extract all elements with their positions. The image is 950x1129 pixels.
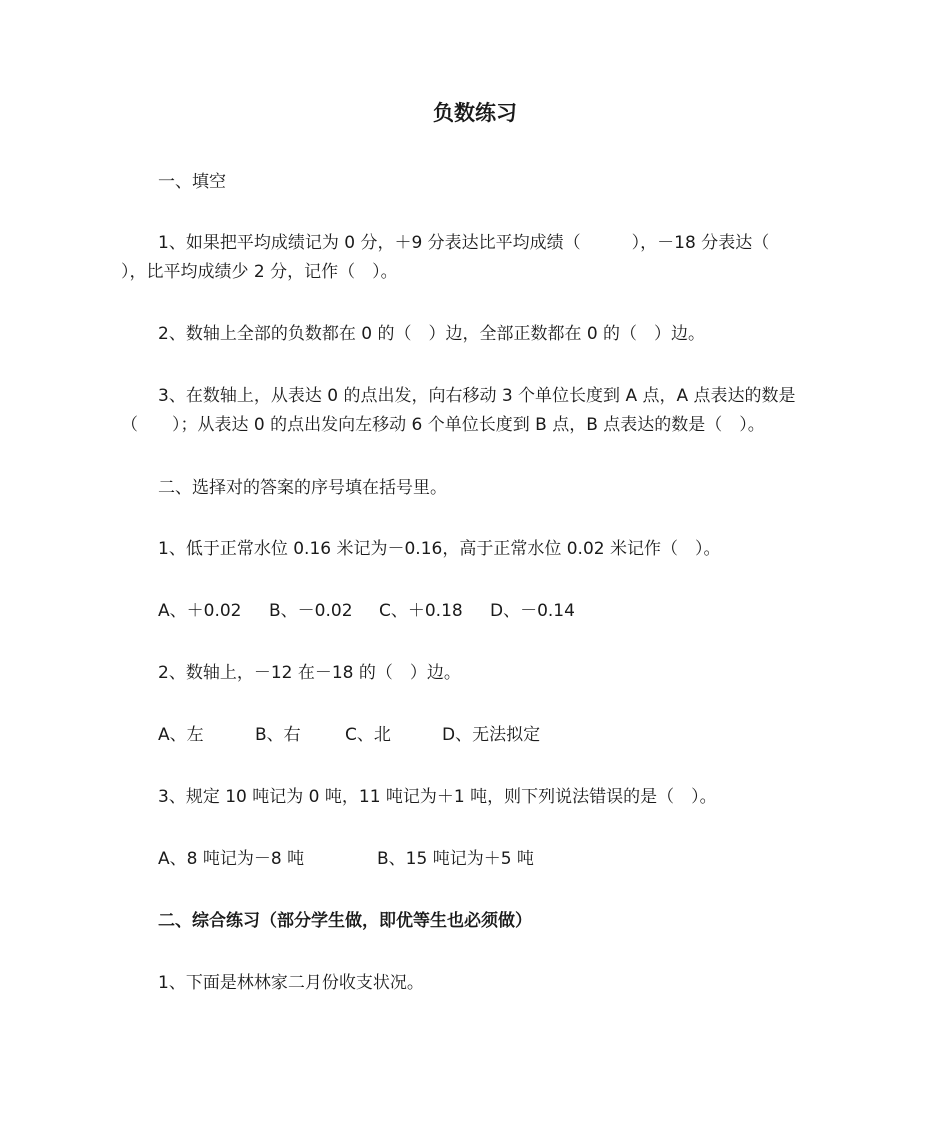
s2-q2-options [158,721,540,749]
section3-heading: 二、综合练习（部分学生做，即优等生也必须做） [158,911,532,931]
s1-q3-line2: （ ）；从表达 0 的点出发向左移动 6 个单位长度到 B 点，B 点表达的数是（ ）。 [121,415,765,435]
s2-q3-options [158,845,534,873]
s2-q1-option-b: B、－0.02 [269,601,353,621]
s2-q2-text: 2、数轴上，－12 在－18 的（ ）边。 [158,663,461,683]
s2-q1-option-d: D、－0.14 [490,601,575,621]
s1-q2-line1: 2、数轴上全部的负数都在 0 的（ ）边，全部正数都在 0 的（ ）边。 [158,324,706,344]
s2-q2-option-d: D、无法拟定 [442,725,541,745]
s2-q2-option-c: C、北 [345,725,391,745]
s2-q2-option-b: B、右 [255,725,301,745]
s2-q3-option-b: B、15 吨记为＋5 吨 [377,849,534,869]
s1-q1-line1: 1、如果把平均成绩记为 0 分，＋9 分表达比平均成绩（ ），－18 分表达（ [158,233,770,253]
s2-q1-text: 1、低于正常水位 0.16 米记为－0.16，高于正常水位 0.02 米记作（ ）。 [158,539,721,559]
section2-heading: 二、选择对的答案的序号填在括号里。 [158,478,447,498]
section1-heading: 一、填空 [158,172,226,192]
s2-q1-options [158,597,575,625]
s2-q2-option-a: A、左 [158,725,204,745]
s2-q1-option-a: A、＋0.02 [158,601,242,621]
page-title: 负数练习 [433,101,517,125]
s2-q3-option-a: A、8 吨记为－8 吨 [158,849,305,869]
s1-q3-line1: 3、在数轴上，从表达 0 的点出发，向右移动 3 个单位长度到 A 点，A 点表达的数是 [158,386,796,406]
s2-q1-option-c: C、＋0.18 [379,601,463,621]
s2-q3-text: 3、规定 10 吨记为 0 吨，11 吨记为＋1 吨，则下列说法错误的是（ ）。 [158,787,717,807]
s1-q1-line2: ），比平均成绩少 2 分，记作（ ）。 [121,262,398,282]
s3-q1-text: 1、下面是林林家二月份收支状况。 [158,973,424,993]
